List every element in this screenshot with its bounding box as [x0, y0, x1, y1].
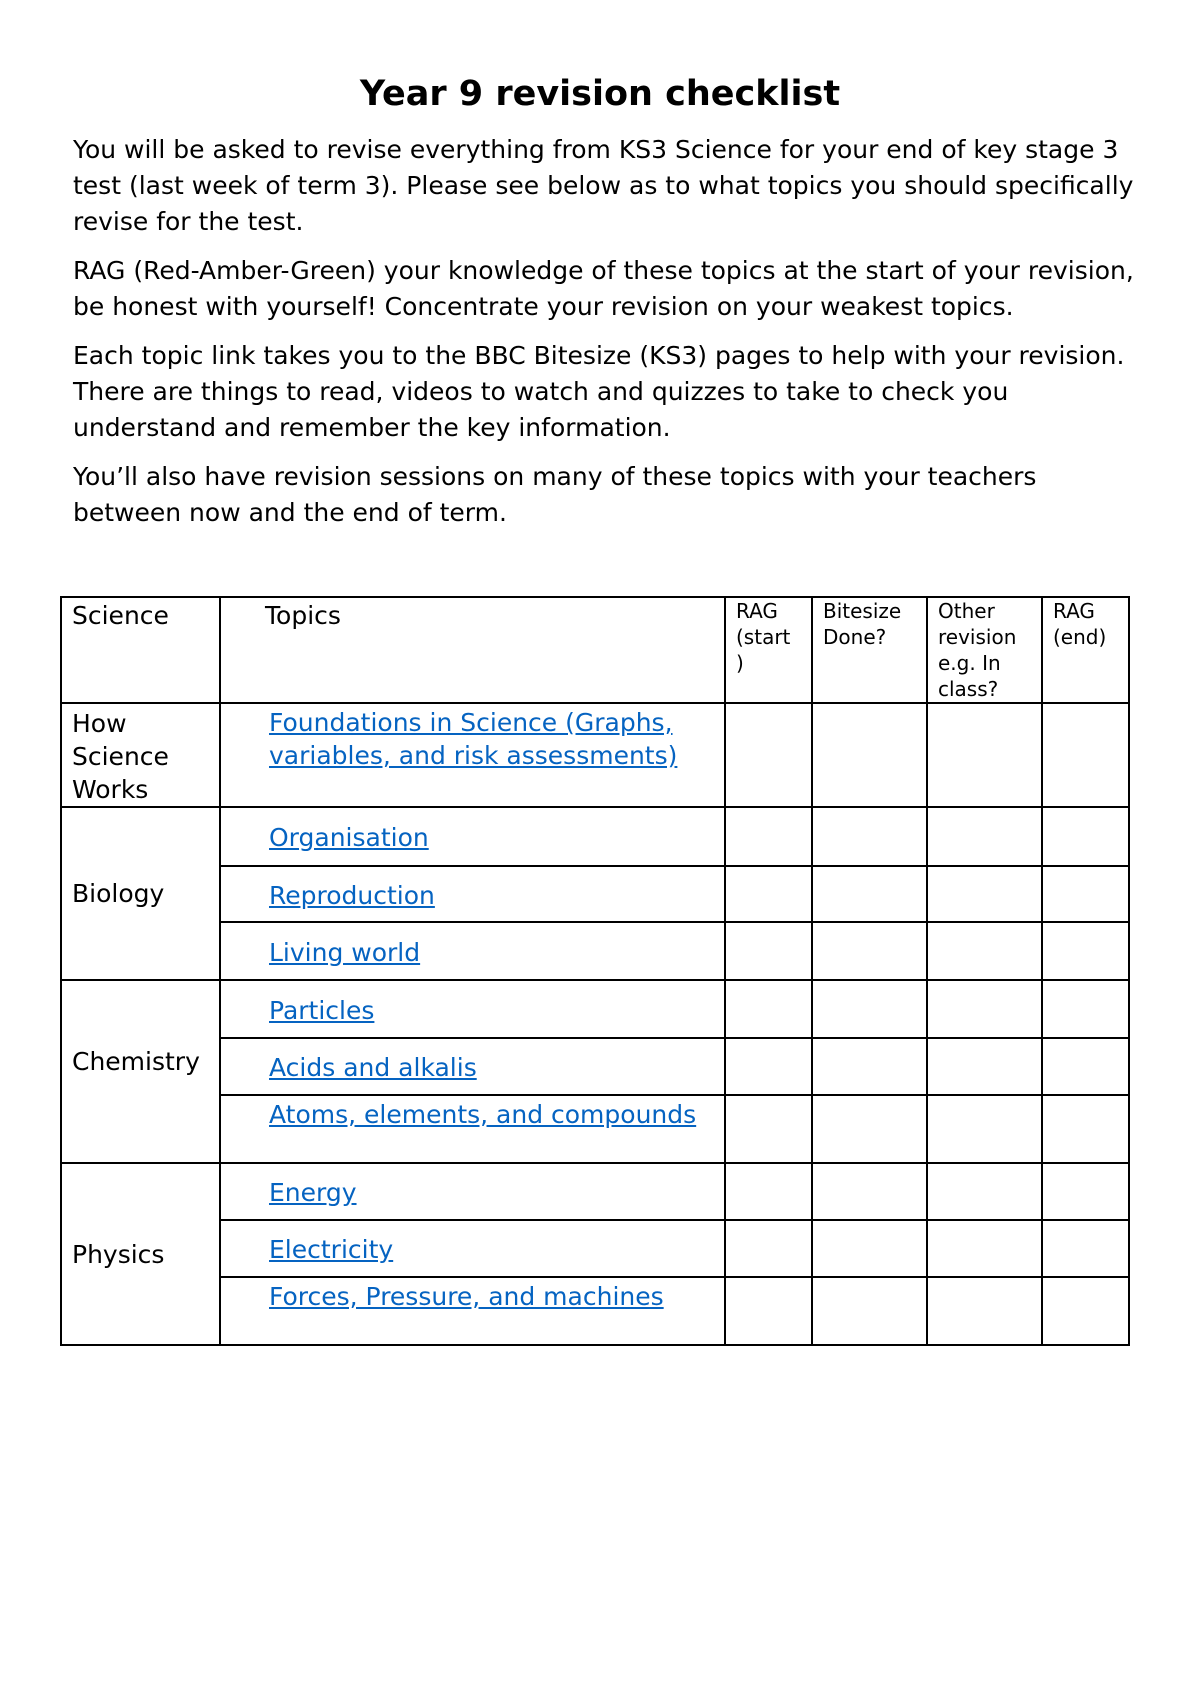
- topic-cell: [220, 1277, 725, 1345]
- bitesize-done-cell[interactable]: [812, 980, 927, 1038]
- table-row: [61, 1220, 1129, 1277]
- topic-cell: [220, 866, 725, 922]
- topic-cell: [220, 1163, 725, 1220]
- topic-cell: [220, 1038, 725, 1095]
- table-row: [61, 807, 1129, 866]
- subject-biology: Biology: [61, 807, 220, 980]
- rag-end-cell[interactable]: [1042, 1277, 1129, 1345]
- rag-end-cell[interactable]: [1042, 1095, 1129, 1163]
- rag-start-cell[interactable]: [725, 1220, 812, 1277]
- topic-cell: [220, 1220, 725, 1277]
- other-revision-cell[interactable]: [927, 1277, 1042, 1345]
- other-revision-cell[interactable]: [927, 1038, 1042, 1095]
- bitesize-done-cell[interactable]: [812, 1095, 927, 1163]
- bitesize-done-cell[interactable]: [812, 1163, 927, 1220]
- intro-paragraph: Each topic link takes you to the BBC Bitesize (KS3) pages to help with your revision. There are things to read, videos to watch and quizzes to take to check you understand and remember the key information.: [73, 341, 1125, 442]
- header-topics: Topics: [220, 597, 725, 703]
- topic-cell: [220, 922, 725, 980]
- subject-how-science-works: How Science Works: [61, 703, 220, 807]
- rag-end-cell[interactable]: [1042, 807, 1129, 866]
- bitesize-done-cell[interactable]: [812, 1220, 927, 1277]
- intro-text: [73, 132, 1143, 544]
- rag-start-cell[interactable]: [725, 1095, 812, 1163]
- intro-paragraph: RAG (Red-Amber-Green) your knowledge of these topics at the start of your revision, be honest with yourself! Concentrate your revision on your weakest topics.: [73, 256, 1134, 321]
- table-row: [61, 1038, 1129, 1095]
- page-title: Year 9 revision checklist: [359, 74, 841, 114]
- bitesize-done-cell[interactable]: [812, 866, 927, 922]
- subject-physics: Physics: [61, 1163, 220, 1345]
- topic-cell: [220, 807, 725, 866]
- table-row: [61, 1163, 1129, 1220]
- other-revision-cell[interactable]: [927, 703, 1042, 807]
- rag-end-cell[interactable]: [1042, 703, 1129, 807]
- rag-start-cell[interactable]: [725, 866, 812, 922]
- topic-link-atoms-elements-compounds[interactable]: Atoms, elements, and compounds: [269, 1100, 697, 1129]
- topic-link-particles[interactable]: Particles: [269, 995, 375, 1025]
- rag-end-cell[interactable]: [1042, 866, 1129, 922]
- bitesize-done-cell[interactable]: [812, 807, 927, 866]
- rag-end-cell[interactable]: [1042, 1163, 1129, 1220]
- bitesize-done-cell[interactable]: [812, 703, 927, 807]
- table-header-row: [61, 597, 1129, 703]
- rag-start-cell[interactable]: [725, 922, 812, 980]
- header-rag-end: RAG (end): [1042, 597, 1129, 703]
- topic-link-reproduction[interactable]: Reproduction: [269, 880, 435, 910]
- header-rag-start: RAG (start ): [725, 597, 812, 703]
- topic-link-energy[interactable]: Energy: [269, 1178, 357, 1207]
- topic-link-foundations-in-science[interactable]: Foundations in Science (Graphs, variables, and risk assessments): [269, 708, 678, 770]
- other-revision-cell[interactable]: [927, 922, 1042, 980]
- rag-start-cell[interactable]: [725, 980, 812, 1038]
- table-row: [61, 980, 1129, 1038]
- subject-chemistry: Chemistry: [61, 980, 220, 1163]
- intro-paragraph: You’ll also have revision sessions on many of these topics with your teachers between now and the end of term.: [73, 462, 1037, 527]
- rag-start-cell[interactable]: [725, 1038, 812, 1095]
- bitesize-done-cell[interactable]: [812, 1038, 927, 1095]
- table-row: [61, 1277, 1129, 1345]
- revision-table: [60, 596, 1130, 1346]
- other-revision-cell[interactable]: [927, 866, 1042, 922]
- header-science: Science: [61, 597, 220, 703]
- table-row: [61, 866, 1129, 922]
- rag-end-cell[interactable]: [1042, 922, 1129, 980]
- other-revision-cell[interactable]: [927, 1220, 1042, 1277]
- other-revision-cell[interactable]: [927, 1163, 1042, 1220]
- intro-paragraph: You will be asked to revise everything from KS3 Science for your end of key stage 3 test (last week of term 3). Please see below as to what topics you should specifically revise for the test.: [73, 135, 1134, 236]
- table-row: [61, 703, 1129, 807]
- header-bitesize-done: Bitesize Done?: [812, 597, 927, 703]
- topic-link-organisation[interactable]: Organisation: [269, 823, 429, 852]
- bitesize-done-cell[interactable]: [812, 1277, 927, 1345]
- rag-end-cell[interactable]: [1042, 1220, 1129, 1277]
- topic-cell: [220, 1095, 725, 1163]
- rag-end-cell[interactable]: [1042, 980, 1129, 1038]
- topic-cell: [220, 980, 725, 1038]
- rag-start-cell[interactable]: [725, 807, 812, 866]
- rag-start-cell[interactable]: [725, 703, 812, 807]
- rag-start-cell[interactable]: [725, 1163, 812, 1220]
- table-row: [61, 1095, 1129, 1163]
- header-other-revision: Other revision e.g. In class?: [927, 597, 1042, 703]
- rag-start-cell[interactable]: [725, 1277, 812, 1345]
- topic-link-living-world[interactable]: Living world: [269, 937, 421, 967]
- bitesize-done-cell[interactable]: [812, 922, 927, 980]
- topic-link-acids-and-alkalis[interactable]: Acids and alkalis: [269, 1053, 477, 1082]
- topic-cell: [220, 703, 725, 807]
- topic-link-forces-pressure-machines[interactable]: Forces, Pressure, and machines: [269, 1282, 664, 1311]
- topic-link-electricity[interactable]: Electricity: [269, 1235, 394, 1264]
- rag-end-cell[interactable]: [1042, 1038, 1129, 1095]
- table-row: [61, 922, 1129, 980]
- other-revision-cell[interactable]: [927, 807, 1042, 866]
- other-revision-cell[interactable]: [927, 980, 1042, 1038]
- other-revision-cell[interactable]: [927, 1095, 1042, 1163]
